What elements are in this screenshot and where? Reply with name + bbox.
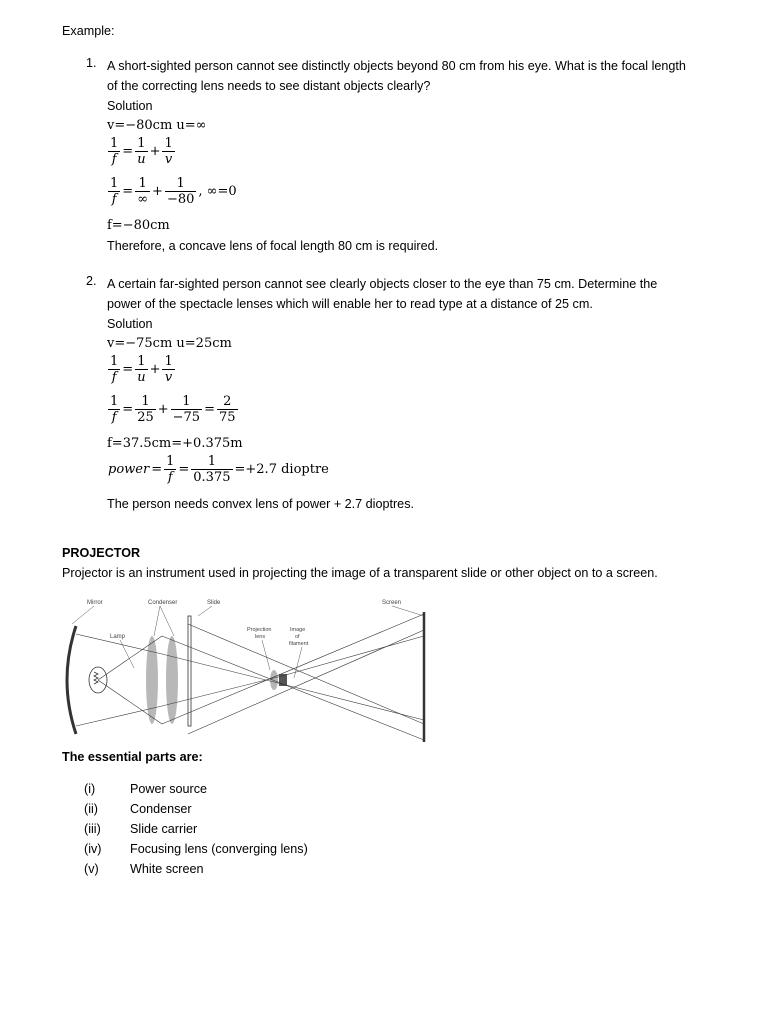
image-label: Image [290, 627, 306, 633]
list-item: (ii) Condenser [84, 802, 192, 816]
projector-diagram [62, 594, 442, 746]
question-number: 1. [86, 56, 97, 70]
solution-label: Solution [107, 99, 153, 113]
parts-title: The essential parts are: [62, 750, 203, 764]
power-formula: power = $\frac{1}{f}$ = $\frac{1}{0.375}$ =+2.7 dioptre [108, 454, 329, 485]
image-label: filament [289, 641, 309, 647]
question-text-line: of the correcting lens needs to see distant objects clearly? [107, 79, 431, 93]
list-item: (i) Power source [84, 782, 207, 796]
lens-formula: $\frac{1}{f}$ = $\frac{1}{u}$ + $\frac{1}{v}$ [110, 354, 173, 385]
image-label: of [295, 634, 300, 640]
question-text-line: A short-sighted person cannot see distinctly objects beyond 80 cm from his eye. What is the focal length [107, 59, 686, 73]
mirror-label: Mirror [87, 600, 103, 606]
result: f=−80cm [107, 218, 170, 233]
question-text-line: A certain far-sighted person cannot see clearly objects closer to the eye than 75 cm. Determine the [107, 277, 658, 291]
parts-list [84, 782, 384, 882]
condenser-lens-shape [166, 636, 178, 724]
projection-lens-label: Projection [247, 627, 272, 633]
condenser-lens-shape [146, 636, 158, 724]
projector-description: Projector is an instrument used in projecting the image of a transparent slide or other object on to a screen. [62, 566, 658, 580]
projector-title: PROJECTOR [62, 546, 141, 560]
conclusion: The person needs convex lens of power + 2.7 dioptres. [107, 497, 414, 511]
lens-formula: $\frac{1}{f}$ = $\frac{1}{u}$ + $\frac{1}{v}$ [110, 136, 173, 167]
condenser-label: Condenser [148, 600, 178, 606]
solution-label: Solution [107, 317, 153, 331]
mirror-shape [67, 626, 76, 734]
projection-lens-label: lens [255, 634, 266, 640]
conclusion: Therefore, a concave lens of focal length 80 cm is required. [107, 239, 439, 253]
lens-formula-substituted: $\frac{1}{f}$ = $\frac{1}{25}$ + $\frac{1}{-75}$ = $\frac{2}{75}$ [110, 394, 236, 425]
list-item: (iii) Slide carrier [84, 822, 198, 836]
lamp-label: Lamp [110, 634, 126, 640]
screen-label: Screen [382, 600, 402, 606]
lens-formula-substituted: $\frac{1}{f}$ = $\frac{1}{\infty}$ + $\frac{1}{-80}$ , ∞=0 [110, 176, 237, 207]
question-text-line: power of the spectacle lenses which will enable her to read type at a distance of 25 cm. [107, 297, 593, 311]
given-values: v=−80cm u=∞ [107, 118, 207, 133]
question-number: 2. [86, 274, 97, 288]
slide-shape [188, 616, 191, 726]
projection-lens-shape [270, 670, 278, 690]
list-item: (v) White screen [84, 862, 204, 876]
list-item: (iv) Focusing lens (converging lens) [84, 842, 308, 856]
example-heading: Example: [62, 24, 115, 38]
given-values: v=−75cm u=25cm [107, 336, 232, 351]
slide-label: Slide [207, 600, 221, 606]
result: f=37.5cm=+0.375m [107, 436, 243, 451]
